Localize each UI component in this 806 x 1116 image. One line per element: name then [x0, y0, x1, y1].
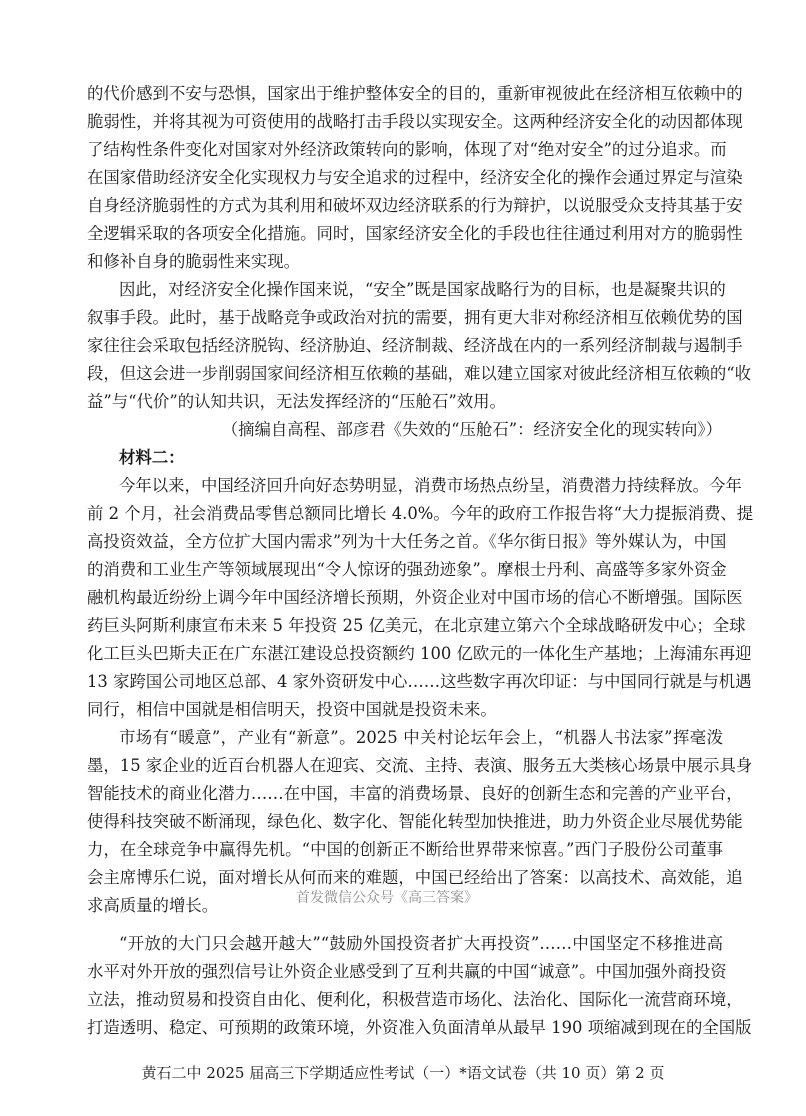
text-line: 力，在全球竞争中赢得先机。“中国的创新正不断给世界带来惊喜。”西门子股份公司董事 — [87, 840, 723, 859]
text-line: 益”与“代价”的认知共识，无法发挥经济的“压舱石”效用。 — [87, 392, 506, 411]
text-line: 全逻辑采取的各项安全化措施。同时，国家经济安全化的手段也往往通过利用对方的脆弱性 — [87, 224, 743, 243]
text-line: 叙事手段。此时，基于战略竞争或政治对抗的需要，拥有更大非对称经济相互依赖优势的国 — [87, 308, 743, 327]
text-line: 融机构最近纷纷上调今年中国经济增长预期，外资企业对中国市场的信心不断增强。国际医 — [87, 588, 743, 607]
text-line: 药巨头阿斯利康宣布未来 5 年投资 25 亿美元，在北京建立第六个全球战略研发中心；全球 — [87, 616, 746, 635]
text-line: 在国家借助经济安全化实现权力与安全追求的过程中，经济安全化的操作会通过界定与渲染 — [87, 168, 743, 187]
text-line: 前 2 个月，社会消费品零售总额同比增长 4.0%。今年的政府工作报告将“大力提振消费、提 — [87, 504, 754, 523]
text-line: 的消费和工业生产等领域展现出“令人惊讶的强劲迹象”。摩根士丹利、高盛等多家外资金 — [87, 560, 727, 579]
text-line: 使得科技突破不断涌现，绿色化、数字化、智能化转型加快推进，助力外资企业尽展优势能 — [87, 812, 743, 831]
text-line: 和修补自身的脆弱性来实现。 — [87, 252, 301, 271]
text-line: 智能技术的商业化潜力……在中国，丰富的消费场景、良好的创新生态和完善的产业平台， — [87, 784, 743, 803]
text-line: 市场有“暖意”，产业有“新意”。2025 中关村论坛年会上，“机器人书法家”挥毫泼 — [119, 728, 723, 747]
text-line: 的代价感到不安与恐惧，国家出于维护整体安全的目的，重新审视彼此在经济相互依赖中的 — [87, 84, 743, 103]
page-footer: 黄石二中 2025 届高三下学期适应性考试（一）*语文试卷（共 10 页）第 2 页 — [141, 1064, 665, 1082]
text-line: 高投资效益，全方位扩大国内需求”列为十大任务之首。《华尔街日报》等外媒认为，中国 — [87, 532, 727, 551]
text-line: 了结构性条件变化对国家对外经济政策转向的影响，体现了对“绝对安全”的过分追求。而 — [87, 140, 727, 159]
text-line: 同行，相信中国就是相信明天，投资中国就是投资未来。 — [87, 700, 497, 719]
text-line: 今年以来，中国经济回升向好态势明显，消费市场热点纷呈，消费潜力持续释放。今年 — [119, 476, 742, 495]
text-line: “开放的大门只会越开越大”“鼓励外国投资者扩大再投资”……中国坚定不移推进高 — [119, 934, 723, 953]
text-line: 水平对外开放的强烈信号让外资企业感受到了互利共赢的中国“诚意”。中国加强外商投资 — [87, 962, 727, 981]
text-line: 脆弱性，并将其视为可资使用的战略打击手段以实现安全。这两种经济安全化的动因都体现 — [87, 112, 743, 131]
text-line: 墨，15 家企业的近百台机器人在迎宾、交流、主持、表演、服务五大类核心场景中展示具身 — [87, 756, 753, 775]
text-line: 家往往会采取包括经济脱钩、经济胁迫、经济制裁、经济战在内的一系列经济制裁与遏制手 — [87, 336, 743, 355]
text-line: 自身经济脆弱性的方式为其利用和破坏双边经济联系的行为辩护，以说服受众支持其基于安 — [87, 196, 743, 215]
text-line: 段，但这会进一步削弱国家间经济相互依赖的基础，难以建立国家对彼此经济相互依赖的“收 — [87, 364, 752, 383]
watermark: 首发微信公众号《高三答案》 — [296, 890, 478, 906]
text-line: 化工巨头巴斯夫正在广东湛江建设总投资额约 100 亿欧元的一体化生产基地；上海浦东再迎 — [87, 644, 752, 663]
text-line: 打造透明、稳定、可预期的政策环境，外资准入负面清单从最早 190 项缩减到现在的全国版 — [87, 1018, 752, 1037]
text-line: 立法，推动贸易和投资自由化、便利化，积极营造市场化、法治化、国际化一流营商环境， — [87, 990, 743, 1009]
material-2-heading: 材料二： — [119, 448, 185, 467]
text-line: 求高质量的增长。 — [87, 896, 219, 915]
text-line: 会主席博乐仁说，面对增长从何而来的难题，中国已经给出了答案：以高技术、高效能，追 — [87, 868, 743, 887]
source-note: （摘编自高程、部彦君《失效的“压舱石”：经济安全化的现实转向》） — [221, 420, 722, 439]
text-line: 13 家跨国公司地区总部、4 家外资研发中心……这些数字再次印证：与中国同行就是与机遇 — [87, 672, 752, 691]
text-line: 因此，对经济安全化操作国来说，“安全”既是国家战略行为的目标，也是凝聚共识的 — [119, 280, 726, 299]
